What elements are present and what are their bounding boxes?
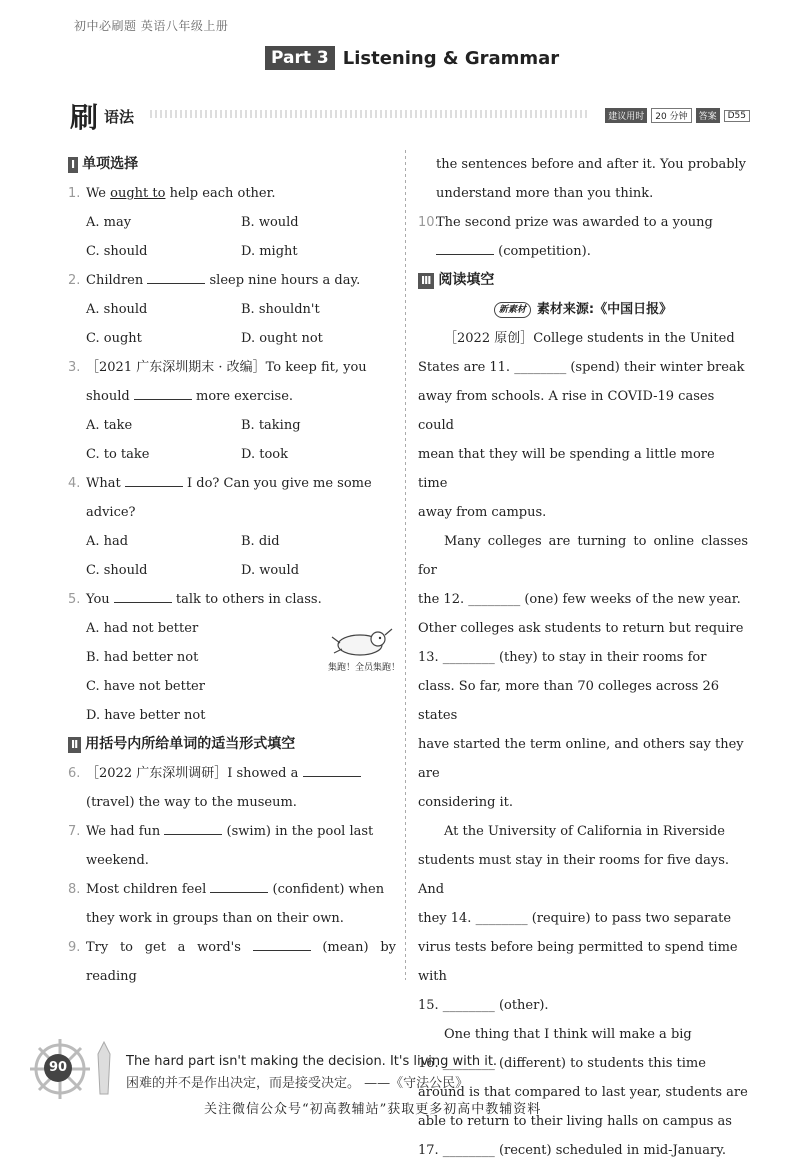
p3-line: 15. ________ (other). (418, 998, 549, 1013)
q6-line2: (travel) the way to the museum. (86, 795, 297, 810)
question-3 (68, 353, 396, 469)
q3-post: more exercise. (191, 389, 294, 404)
q2-post: sleep nine hours a day. (205, 273, 361, 288)
q10-post: (competition). (494, 244, 591, 259)
part-heading (265, 46, 559, 70)
q8-line2: they work in groups than on their own. (86, 911, 344, 926)
q9-cont-line2: understand more than you think. (436, 186, 654, 201)
time-label: 建议用时 (605, 108, 647, 123)
promo-text: 关注微信公众号“初高教辅站”获取更多初高中教辅资料 (204, 1102, 542, 1117)
q5-post: talk to others in class. (171, 592, 322, 607)
q2-num: 2. (68, 273, 81, 288)
section2-title: 用括号内所给单词的适当形式填空 (85, 736, 296, 752)
paragraph-1 (418, 324, 748, 527)
page-footer (30, 1020, 790, 1115)
page-number: 90 (44, 1054, 72, 1082)
p1-line: away from campus. (418, 505, 547, 520)
meta-info (605, 108, 750, 123)
q3-option-a: A. take (86, 418, 133, 433)
p1-line: away from schools. A rise in COVID-19 cases could (418, 389, 715, 433)
p2-line: Other colleges ask students to return but require (418, 621, 744, 636)
q1-option-a: A. may (86, 215, 132, 230)
question-8 (68, 875, 396, 933)
q4-blank (125, 474, 183, 487)
q7-blank (164, 822, 222, 835)
q1-option-c: C. should (86, 244, 148, 259)
p1-line: mean that they will be spending a little more time (418, 447, 715, 491)
answer-label: 答案 (696, 108, 720, 123)
q3-option-d: D. took (241, 447, 288, 462)
q9-cont-line1: the sentences before and after it. You probably (436, 157, 747, 172)
q3-pre: should (86, 389, 134, 404)
part-label: Part 3 (265, 46, 335, 70)
p3-line: At the University of California in Riverside (444, 824, 725, 839)
q1-pre: We (86, 186, 111, 201)
q2-option-a: A. should (86, 302, 148, 317)
q2-option-c: C. ought (86, 331, 142, 346)
q5-option-b: B. had better not (86, 650, 199, 665)
q5-option-c: C. have not better (86, 679, 205, 694)
q2-option-d: D. ought not (241, 331, 323, 346)
q5-num: 5. (68, 592, 81, 607)
p2-line: the 12. ________ (one) few weeks of the new year. (418, 592, 741, 607)
q9-blank (253, 938, 311, 951)
column-divider (405, 150, 406, 980)
q7-line2: weekend. (86, 853, 149, 868)
q4-option-d: D. would (241, 563, 300, 578)
section3-title: 阅读填空 (438, 272, 495, 288)
p4-line: 17. ________ (recent) scheduled in mid-January. (418, 1143, 726, 1158)
q1-num: 1. (68, 186, 81, 201)
q8-post: (confident) when (268, 882, 385, 897)
quote-english: The hard part isn't making the decision. It's living with it. (126, 1054, 498, 1069)
p4-line: around is that compared to last year, students are (418, 1085, 748, 1100)
section-title-sub: 语法 (104, 108, 135, 126)
q8-pre: Most children feel (86, 882, 211, 897)
p1-line: States are 11. ________ (spend) their winter break (418, 360, 745, 375)
q4-option-a: A. had (86, 534, 129, 549)
source-text: 素材来源:《中国日报》 (536, 302, 673, 317)
q7-post: (swim) in the pool last (222, 824, 374, 839)
q5-option-a: A. had not better (86, 621, 199, 636)
section-title-big: 刷 (70, 101, 99, 134)
p4-line: 16. ________ (different) to students this time (418, 1056, 706, 1071)
q9-post: (mean) by reading (86, 940, 397, 984)
q2-pre: Children (86, 273, 148, 288)
q4-line2: advice? (86, 505, 136, 520)
q10-line1: The second prize was awarded to a young (436, 215, 713, 230)
p2-line: have started the term online, and others say they are (418, 737, 744, 781)
q1-underlined: ought to (110, 186, 166, 201)
q4-pre: What (86, 476, 125, 491)
q10-num: 10. (418, 215, 439, 230)
time-value: 20 分钟 (651, 108, 691, 123)
p4-line: One thing that I think will make a big (444, 1027, 692, 1042)
q4-post: I do? Can you give me some (182, 476, 372, 491)
section2-heading (68, 730, 396, 759)
question-6 (68, 759, 396, 817)
q3-option-b: B. taking (241, 418, 301, 433)
q9-pre: Try to get a word's (86, 940, 253, 955)
q8-num: 8. (68, 882, 81, 897)
q3-blank (134, 387, 192, 400)
question-7 (68, 817, 396, 875)
p1-line: ［2022 原创］College students in the United (444, 331, 735, 346)
quote-chinese: 困难的并不是作出决定，而是接受决定。 ——《守法公民》 (126, 1076, 469, 1091)
right-column (418, 150, 748, 1165)
q5-blank (114, 590, 172, 603)
question-10 (418, 208, 748, 266)
q1-option-d: D. might (241, 244, 298, 259)
left-column (68, 150, 396, 991)
q5-pre: You (86, 592, 114, 607)
section1-title: 单项选择 (82, 156, 139, 172)
section1-roman: Ⅰ (68, 157, 78, 173)
p3-line: they 14. ________ (require) to pass two separate (418, 911, 732, 926)
q6-blank (303, 764, 361, 777)
question-4 (68, 469, 396, 585)
new-material-tag: 新素材 (494, 302, 531, 318)
part-title: Listening & Grammar (342, 47, 560, 69)
section1-heading (68, 150, 396, 179)
q1-post: help each other. (165, 186, 276, 201)
q9-num: 9. (68, 940, 81, 955)
q2-blank (147, 271, 205, 284)
p2-line: 13. ________ (they) to stay in their rooms for (418, 650, 707, 665)
sticker-caption: 集跑！全员集跑！ (328, 663, 401, 673)
section2-roman: Ⅱ (68, 737, 81, 753)
p2-line: Many colleges are turning to online classes for (418, 534, 748, 578)
p2-line: class. So far, more than 70 colleges across 26 states (418, 679, 720, 723)
answer-value: D55 (724, 110, 750, 122)
p3-line: students must stay in their rooms for five days. And (418, 853, 730, 897)
section3-roman: Ⅲ (418, 273, 434, 289)
q6-pre: ［2022 广东深圳调研］I showed a (86, 766, 303, 781)
p4-line: able to return to their living halls on campus as (418, 1114, 732, 1129)
q1-option-b: B. would (241, 215, 299, 230)
q3-num: 3. (68, 360, 81, 375)
question-9 (68, 933, 396, 991)
q6-num: 6. (68, 766, 81, 781)
q3-line1: ［2021 广东深圳期末 · 改编］To keep fit, you (86, 360, 367, 375)
q3-option-c: C. to take (86, 447, 150, 462)
section3-heading (418, 266, 748, 295)
q8-blank (210, 880, 268, 893)
section-bar (70, 96, 750, 132)
book-header: 初中必刷题 英语八年级上册 (74, 19, 229, 33)
decorative-strip (150, 110, 590, 118)
source-line (418, 295, 748, 324)
p3-line: virus tests before being permitted to spend time with (418, 940, 738, 984)
q10-blank (436, 242, 494, 255)
q4-option-b: B. did (241, 534, 280, 549)
question-2 (68, 266, 396, 353)
question-1 (68, 179, 396, 266)
q2-option-b: B. shouldn't (241, 302, 320, 317)
q4-num: 4. (68, 476, 81, 491)
q7-num: 7. (68, 824, 81, 839)
q4-option-c: C. should (86, 563, 148, 578)
paragraph-3 (418, 817, 748, 1020)
q7-pre: We had fun (86, 824, 165, 839)
q5-option-d: D. have better not (86, 708, 206, 723)
p2-line: considering it. (418, 795, 514, 810)
paragraph-2 (418, 527, 748, 817)
